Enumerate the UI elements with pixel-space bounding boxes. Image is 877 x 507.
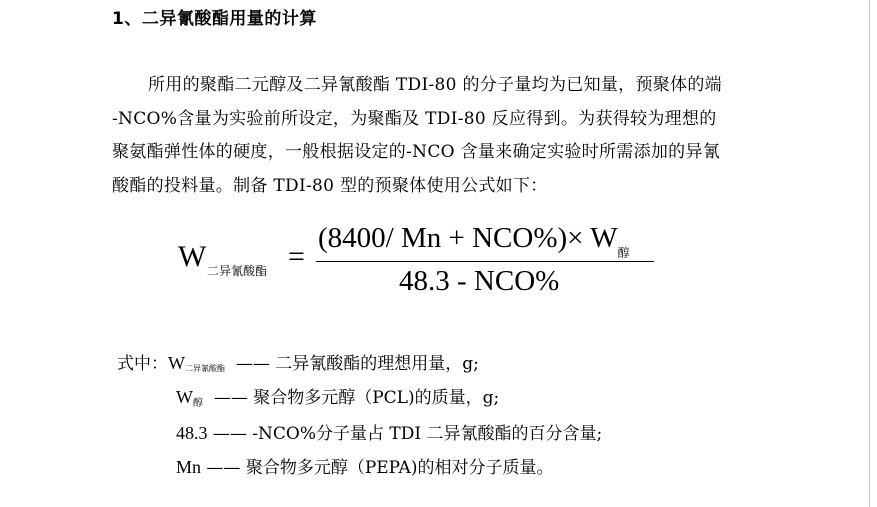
- legend-subscript: 醇: [193, 398, 203, 409]
- legend-text: —— -NCO%分子量占 TDI 二异氰酸酯的百分含量;: [212, 424, 603, 444]
- legend-row: [176, 416, 602, 451]
- legend-row: [176, 380, 499, 418]
- formula-lhs-subscript: 二异氰酸酯: [207, 264, 268, 278]
- legend-symbol: Mn: [176, 457, 202, 477]
- body-paragraph: [112, 69, 777, 203]
- paragraph-line: 聚氨酯弹性体的硬度，一般根据设定的-NCO 含量来确定实验时所需添加的异氰: [112, 142, 721, 162]
- legend-row: [176, 450, 553, 485]
- formula-lhs: W: [178, 240, 207, 273]
- legend-label: 式中：: [117, 354, 168, 374]
- paragraph-line: 酸酯的投料量。制备 TDI-80 型的预聚体使用公式如下：: [112, 175, 548, 196]
- legend-row: [117, 346, 479, 384]
- formula-numerator-subscript: 醇: [617, 246, 630, 260]
- legend-symbol: 48.3: [176, 423, 208, 443]
- legend-subscript: 二异氰酸酯: [185, 364, 225, 373]
- legend-text: —— 二异氰酸酯的理想用量，g;: [235, 354, 479, 374]
- section-heading: 1、二异氰酸酯用量的计算: [112, 9, 317, 29]
- paragraph-line: -NCO%含量为实验前所设定，为聚酯及 TDI-80 反应得到。为获得较为理想的: [112, 108, 717, 129]
- formula: [178, 222, 658, 302]
- legend-text: —— 聚合物多元醇（PEPA)的相对分子质量。: [206, 458, 554, 478]
- legend-text: —— 聚合物多元醇（PCL)的质量，g;: [213, 388, 500, 408]
- fraction-bar: [316, 261, 654, 262]
- legend-symbol: W: [176, 387, 193, 407]
- formula-numerator-text: (8400/ Mn + NCO%)× W: [318, 222, 618, 254]
- formula-denominator: 48.3 - NCO%: [399, 265, 560, 297]
- formula-equals: =: [288, 240, 305, 273]
- page-edge-line: [869, 0, 870, 507]
- paragraph-line: 所用的聚酯二元醇及二异氰酸酯 TDI-80 的分子量均为已知量，预聚体的端: [148, 75, 722, 95]
- formula-numerator: [318, 222, 630, 260]
- legend-symbol: W: [168, 353, 185, 373]
